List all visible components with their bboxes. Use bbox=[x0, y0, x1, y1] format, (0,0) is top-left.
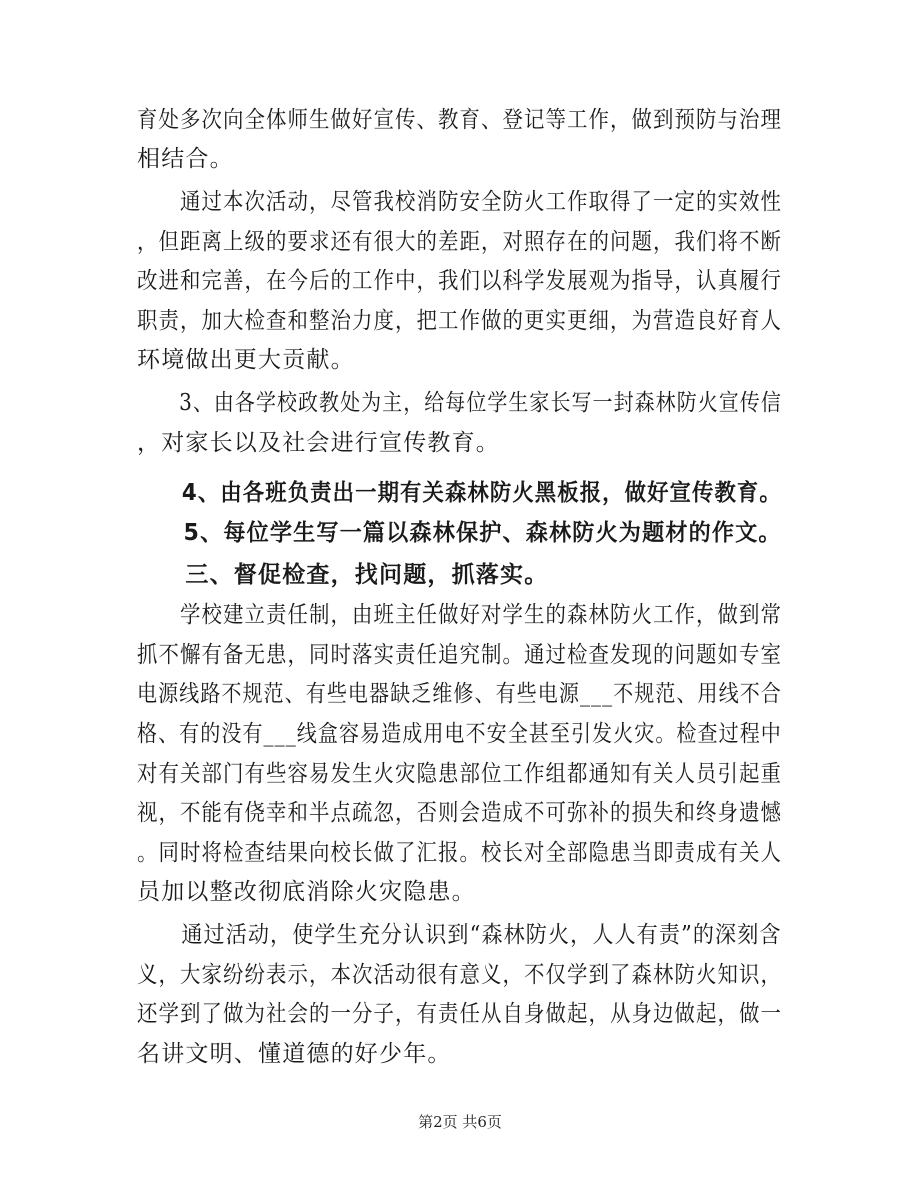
list-item-5: 5、每位学生写一篇以森林保护、森林防火为题材的作文。 bbox=[137, 520, 782, 546]
text-line: 义，大家纷纷表示，本次活动很有意义，不仅学到了森林防火知识， bbox=[137, 962, 782, 988]
text-line: 环境做出更大贡献。 bbox=[137, 347, 355, 373]
text-line: 3、由各学校政教处为主，给每位学生家长写一封森林防火宣传信 bbox=[137, 390, 782, 416]
text-line: 视，不能有侥幸和半点疏忽，否则会造成不可弥补的损失和终身遗憾 bbox=[137, 800, 782, 826]
text-line: 相结合。 bbox=[137, 146, 234, 172]
list-item-4: 4、由各班负责出一期有关森林防火黑板报，做好宣传教育。 bbox=[137, 480, 782, 506]
text-line: 。同时将检查结果向校长做了汇报。校长对全部隐患当即责成有关人 bbox=[137, 840, 782, 866]
text-line: ，但距离上级的要求还有很大的差距，对照存在的问题，我们将不断 bbox=[137, 229, 782, 255]
text-line: 育处多次向全体师生做好宣传、教育、登记等工作，做到预防与治理 bbox=[137, 107, 782, 133]
text-line: 通过本次活动，尽管我校消防安全防火工作取得了一定的实效性 bbox=[137, 189, 782, 215]
text-line: 学校建立责任制，由班主任做好对学生的森林防火工作，做到常 bbox=[137, 602, 782, 628]
page-number: 第2页 共6页 bbox=[418, 1113, 502, 1131]
text-line: 员加以整改彻底消除火灾隐患。 bbox=[137, 879, 476, 905]
text-line: ，对家长以及社会进行宣传教育。 bbox=[137, 430, 500, 456]
text-line: 抓不懈有备无患，同时落实责任追究制。通过检查发现的问题如专室 bbox=[137, 642, 782, 668]
text-line: 通过活动，使学生充分认识到“森林防火，人人有责”的深刻含 bbox=[137, 922, 782, 948]
text-line: 改进和完善，在今后的工作中，我们以科学发展观为指导，认真履行 bbox=[137, 268, 782, 294]
text-line: 电源线路不规范、有些电器缺乏维修、有些电源___不规范、用线不合 bbox=[137, 681, 782, 707]
text-line: 职责，加大检查和整治力度，把工作做的更实更细，为营造良好育人 bbox=[137, 308, 782, 334]
text-line: 名讲文明、懂道德的好少年。 bbox=[137, 1041, 452, 1067]
text-line: 还学到了做为社会的一分子，有责任从自身做起，从身边做起，做一 bbox=[137, 1001, 782, 1027]
text-line: 对有关部门有些容易发生火灾隐患部位工作组都通知有关人员引起重 bbox=[137, 761, 782, 787]
text-line: 格、有的没有___线盒容易造成用电不安全甚至引发火灾。检查过程中 bbox=[137, 721, 782, 747]
section-heading: 三、督促检查，找问题，抓落实。 bbox=[137, 562, 549, 588]
